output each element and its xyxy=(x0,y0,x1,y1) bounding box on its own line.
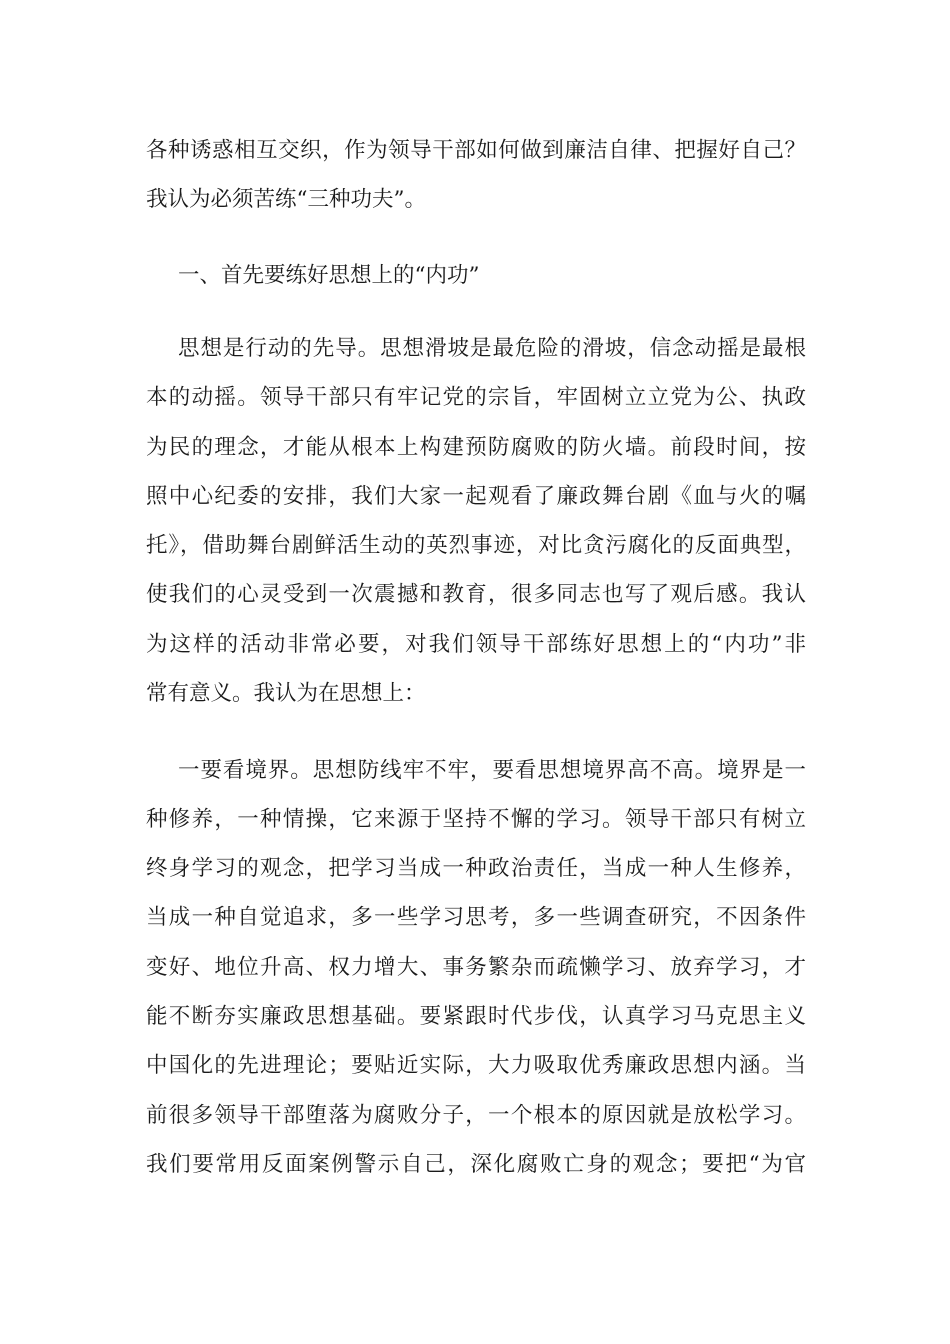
text-line: 各种诱惑相互交织，作为领导干部如何做到廉洁自律、把握好自己？ xyxy=(146,138,806,163)
section-heading: 一、首先要练好思想上的“内功” xyxy=(178,263,480,288)
text-line: 思想是行动的先导。思想滑坡是最危险的滑坡，信念动摇是最根 xyxy=(178,336,806,361)
text-line: 我认为必须苦练“三种功夫”。 xyxy=(146,187,426,212)
text-line: 前很多领导干部堕落为腐败分子，一个根本的原因就是放松学习。 xyxy=(146,1103,806,1128)
text-line: 为民的理念，才能从根本上构建预防腐败的防火墙。前段时间，按 xyxy=(146,435,806,460)
text-line: 变好、地位升高、权力增大、事务繁杂而疏懒学习、放弃学习，才 xyxy=(146,955,806,980)
text-line: 使我们的心灵受到一次震撼和教育，很多同志也写了观后感。我认 xyxy=(146,582,806,607)
text-line: 我们要常用反面案例警示自己，深化腐败亡身的观念；要把“为官 xyxy=(146,1152,806,1177)
text-line: 本的动摇。领导干部只有牢记党的宗旨，牢固树立立党为公、执政 xyxy=(146,385,806,410)
text-line: 托》，借助舞台剧鲜活生动的英烈事迹，对比贪污腐化的反面典型， xyxy=(146,533,806,558)
text-line: 一要看境界。思想防线牢不牢，要看思想境界高不高。境界是一 xyxy=(178,758,806,783)
text-line: 为这样的活动非常必要，对我们领导干部练好思想上的“内功”非 xyxy=(146,632,806,657)
text-line: 能不断夯实廉政思想基础。要紧跟时代步伐，认真学习马克思主义 xyxy=(146,1004,806,1029)
text-line: 中国化的先进理论；要贴近实际，大力吸取优秀廉政思想内涵。当 xyxy=(146,1053,806,1078)
text-line: 种修养，一种情操，它来源于坚持不懈的学习。领导干部只有树立 xyxy=(146,807,806,832)
text-line: 当成一种自觉追求，多一些学习思考，多一些调查研究，不因条件 xyxy=(146,905,806,930)
text-line: 常有意义。我认为在思想上： xyxy=(146,681,426,706)
text-line: 照中心纪委的安排，我们大家一起观看了廉政舞台剧《血与火的嘱 xyxy=(146,484,806,509)
text-line: 终身学习的观念，把学习当成一种政治责任，当成一种人生修养， xyxy=(146,856,806,881)
